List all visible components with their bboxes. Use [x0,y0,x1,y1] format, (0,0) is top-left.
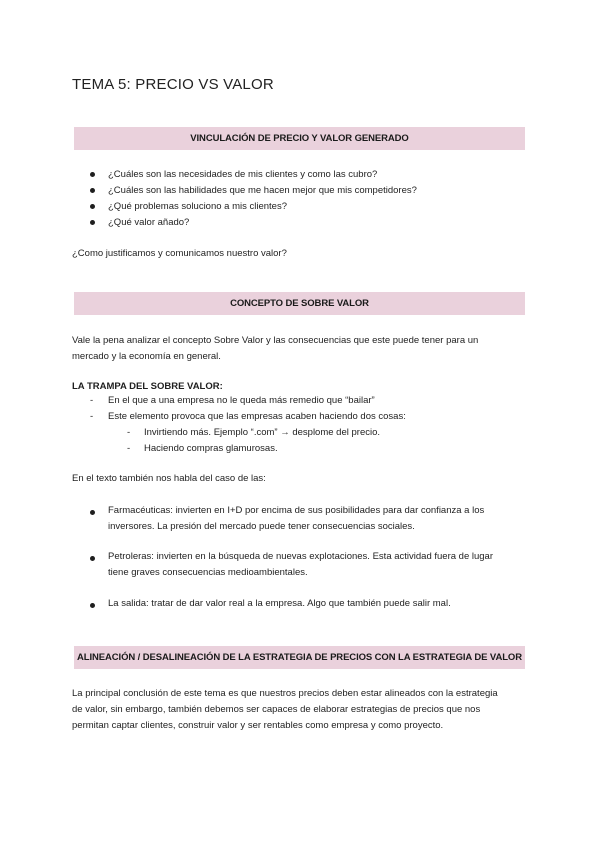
paragraph-line: de valor, sin embargo, también debemos ser capaces de elaborar estrategias de precios que nos [72,704,481,715]
sub-list-item: Invirtiendo más. Ejemplo “.com” → desplome del precio. [144,427,381,438]
page-title: TEMA 5: PRECIO VS VALOR [72,76,274,93]
list-item: ¿Qué problemas soluciono a mis clientes? [108,201,288,212]
bullet-icon [90,220,95,225]
list-item: ¿Cuáles son las habilidades que me hacen mejor que mis competidores? [108,185,417,196]
section-heading-sobre-valor: CONCEPTO DE SOBRE VALOR [74,292,525,315]
list-item: Este elemento provoca que las empresas acaben haciendo dos cosas: [108,411,406,422]
case-line: inversores. La presión del mercado puede tener consecuencias sociales. [108,521,415,532]
case-line: Farmacéuticas: invierten en I+D por encima de sus posibilidades para dar confianza a los [108,505,485,516]
cases-intro: En el texto también nos habla del caso de las: [72,473,266,484]
bullet-icon [90,172,95,177]
closing-question: ¿Como justificamos y comunicamos nuestro valor? [72,248,287,259]
dash-bullet-icon: - [127,443,131,454]
dash-bullet-icon: - [90,395,94,406]
case-line: tiene graves consecuencias medioambientales. [108,567,308,578]
case-line: Petroleras: invierten en la búsqueda de nuevas explotaciones. Esta actividad fuera de lugar [108,551,493,562]
section-heading-vinculacion: VINCULACIÓN DE PRECIO Y VALOR GENERADO [74,127,525,150]
sub-list-item: Haciendo compras glamurosas. [144,443,278,454]
list-item: En el que a una empresa no le queda más remedio que “bailar” [108,395,375,406]
paragraph-line: Vale la pena analizar el concepto Sobre Valor y las consecuencias que este puede tener para un [72,335,479,346]
bullet-icon [90,603,95,608]
bullet-icon [90,556,95,561]
subheading-trampa: LA TRAMPA DEL SOBRE VALOR: [72,381,223,392]
bullet-icon [90,510,95,515]
section-heading-alineacion: ALINEACIÓN / DESALINEACIÓN DE LA ESTRATEGIA DE PRECIOS CON LA ESTRATEGIA DE VALOR [74,646,525,669]
list-item: ¿Qué valor añado? [108,217,190,228]
dash-bullet-icon: - [127,427,131,438]
paragraph-line: permitan captar clientes, construir valor y ser rentables como empresa y como proyecto. [72,720,444,731]
case-line: La salida: tratar de dar valor real a la empresa. Algo que también puede salir mal. [108,598,451,609]
bullet-icon [90,188,95,193]
bullet-icon [90,204,95,209]
dash-bullet-icon: - [90,411,94,422]
paragraph-line: mercado y la economía en general. [72,351,221,362]
paragraph-line: La principal conclusión de este tema es que nuestros precios deben estar alineados con la estrategia [72,688,498,699]
list-item: ¿Cuáles son las necesidades de mis clientes y como las cubro? [108,169,378,180]
